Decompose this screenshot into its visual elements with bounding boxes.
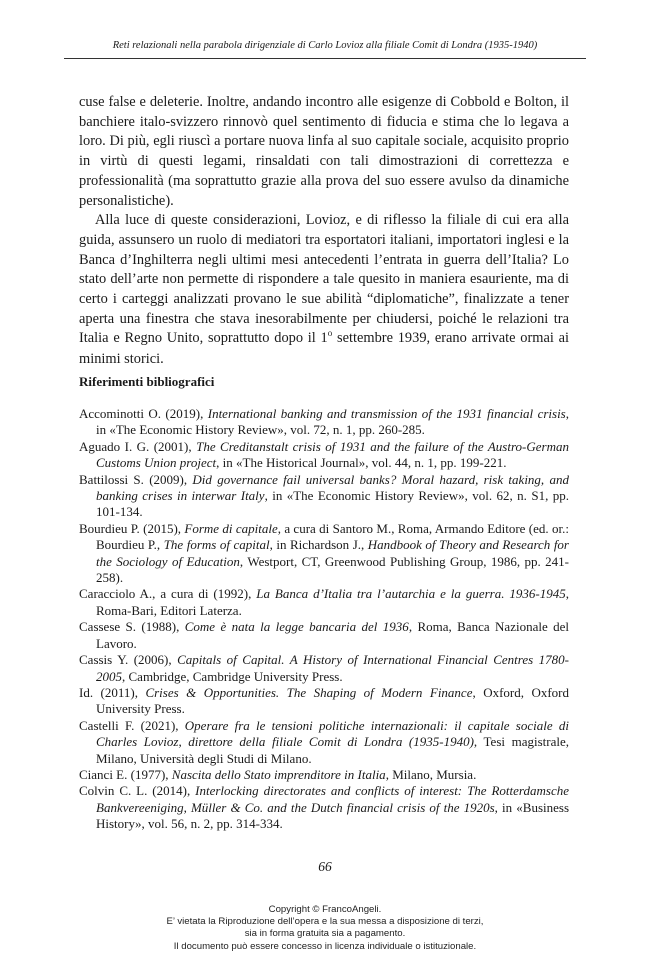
ref-source: , a cura di Santoro M., Roma, Armando Editore (ed. or.: Bourdieu P., <box>96 520 569 553</box>
ref-source: , in «The Economic History Review», vol. 62, n. S1, pp. 101-134. <box>96 488 569 520</box>
ref-author: Cassis Y. (2006), <box>79 652 178 668</box>
ref-title: The Creditanstalt crisis of 1931 and the failure of the Austro-German Customs Union project <box>96 438 569 471</box>
ref-author: Cassese S. (1988), <box>79 619 185 635</box>
ref-title: Handbook of Theory and Research for the Sociology of Education <box>96 537 569 569</box>
ref-source: , in «The Historical Journal», vol. 44, n. 1, pp. 199-221. <box>216 455 507 471</box>
ref-title: La Banca d’Italia tra l’autarchia e la guerra. 1936-1945 <box>256 586 566 602</box>
ref-author: Battilossi S. (2009), <box>79 471 193 487</box>
ordinal-superscript: o <box>327 328 333 339</box>
copyright-line: Copyright © FrancoAngeli. <box>268 904 382 915</box>
ref-author: Cianci E. (1977), <box>79 766 172 782</box>
reference-item <box>79 783 569 832</box>
header-rule <box>64 58 586 59</box>
reference-item <box>79 685 569 718</box>
ref-source: , in «The Economic History Review», vol. 72, n. 1, pp. 260-285. <box>96 406 569 438</box>
ref-source: , Tesi magistrale, Milano, Università degli Studi di Milano. <box>96 734 569 766</box>
ref-author: Accominotti O. (2019), <box>79 406 208 421</box>
copyright-line: E’ vietata la Riproduzione dell’opera e la sua messa a disposizione di terzi, <box>166 916 484 928</box>
reference-item <box>79 439 569 472</box>
ref-title: Did governance fail universal banks? Moral hazard, risk taking, and banking crises in interwar Italy <box>96 471 569 504</box>
running-head: Reti relazionali nella parabola dirigenziale di Carlo Lovioz alla filiale Comit di Londra (1935-1940) <box>112 40 538 51</box>
ref-title: The forms of capital <box>163 537 270 553</box>
ref-source: , in Richardson J., <box>269 537 368 553</box>
ref-author: Id. (2011), <box>79 684 146 700</box>
ref-source: , Oxford, Oxford University Press. <box>96 684 570 717</box>
reference-item <box>79 619 569 652</box>
ref-author: Colvin C. L. (2014), <box>79 783 196 799</box>
reference-item <box>79 406 569 439</box>
reference-item <box>79 767 569 783</box>
reference-item <box>79 586 569 619</box>
ref-title: Crises & Opportunities. The Shaping of Modern Finance <box>145 684 473 700</box>
ref-author: Castelli F. (2021), <box>79 717 185 733</box>
ref-author: Bourdieu P. (2015), <box>79 520 185 536</box>
body-paragraph <box>79 211 569 370</box>
reference-item <box>79 521 569 587</box>
ref-source: , Roma, Banca Nazionale del Lavoro. <box>96 619 570 651</box>
ref-author: Caracciolo A., a cura di (1992), <box>79 586 257 602</box>
ref-title: Come è nata la legge bancaria del 1936 <box>184 619 409 635</box>
reference-item <box>79 652 569 685</box>
body-paragraph: cuse false e deleterie. Inoltre, andando incontro alle esigenze di Cobbold e Bolton, il banchiere italo-svizzero rinnovò quel sentimento di fiducia e stima che lo legava a loro. Di più, egli riuscì a portare nuova linfa al suo capitale sociale, acquisito proprio in virtù di questi legami, rinsaldati con tali dimostrazioni di correttezza e professionalità (ma soprattutto grazie alla prova del suo essere avulso da dinamiche personalistiche). <box>79 94 569 209</box>
ref-title: Interlocking directorates and conflicts of interest: The Rotterdamsche Bankvereeniging, Müller & Co. and the Dutch financial crisis of the 1920s <box>96 783 569 815</box>
ref-title: International banking and transmission of the 1931 financial crisis <box>207 406 566 421</box>
reference-item <box>79 472 569 521</box>
ref-title: Forme di capitale <box>184 520 278 536</box>
body-paragraph-text: settembre 1939, erano arrivate ormai ai minimi storici. <box>79 330 569 368</box>
ref-author: Aguado I. G. (2001), <box>79 438 197 454</box>
ref-source: , Roma-Bari, Editori Laterza. <box>96 586 569 618</box>
body-paragraph-text: Alla luce di queste considerazioni, Lovioz, e di riflesso la filiale di cui era alla guida, assunsero un ruolo di mediatori tra esportatori italiani, importatori inglesi e la Banca d’Inghilterra negli ultimi mesi antecedenti l’entrata in guerra dell’Italia? Lo stato dell’arte non permette di rispondere a tale quesito in maniera esauriente, ma di certo i carteggi analizzati provano le sue abilità “diplomatiche”, finalizzate a tener aperta una finestra che stava inesorabilmente per chiudersi, poiché le relazioni tra Italia e Regno Unito, soprattutto dopo il 1 <box>79 212 569 347</box>
copyright-line: sia in forma gratuita sia a pagamento. <box>244 928 406 940</box>
references-heading: Riferimenti bibliografici <box>79 374 215 389</box>
ref-source: , Westport, CT, Greenwood Publishing Group, 1986, pp. 241-258). <box>96 553 569 586</box>
ref-title: Nascita dello Stato imprenditore in Italia <box>171 766 386 782</box>
ref-source: , in «Business History», vol. 56, n. 2, pp. 314-334. <box>96 799 570 832</box>
ref-source: , Cambridge, Cambridge University Press. <box>122 668 343 684</box>
reference-item <box>79 718 569 767</box>
references-list <box>79 406 569 833</box>
copyright-notice <box>0 904 650 953</box>
ref-title: Capitals of Capital. A History of International Financial Centres 1780-2005 <box>96 652 569 684</box>
body-text <box>79 93 569 370</box>
copyright-line: Il documento può essere concesso in licenza individuale o istituzionale. <box>173 940 477 952</box>
page-number: 66 <box>318 859 332 874</box>
ref-title: Operare fra le tensioni politiche internazionali: il capitale sociale di Charles Lovioz, direttore della filiale Comit di Londra (1935-1940) <box>96 717 569 750</box>
ref-source: , Milano, Mursia. <box>385 766 477 782</box>
